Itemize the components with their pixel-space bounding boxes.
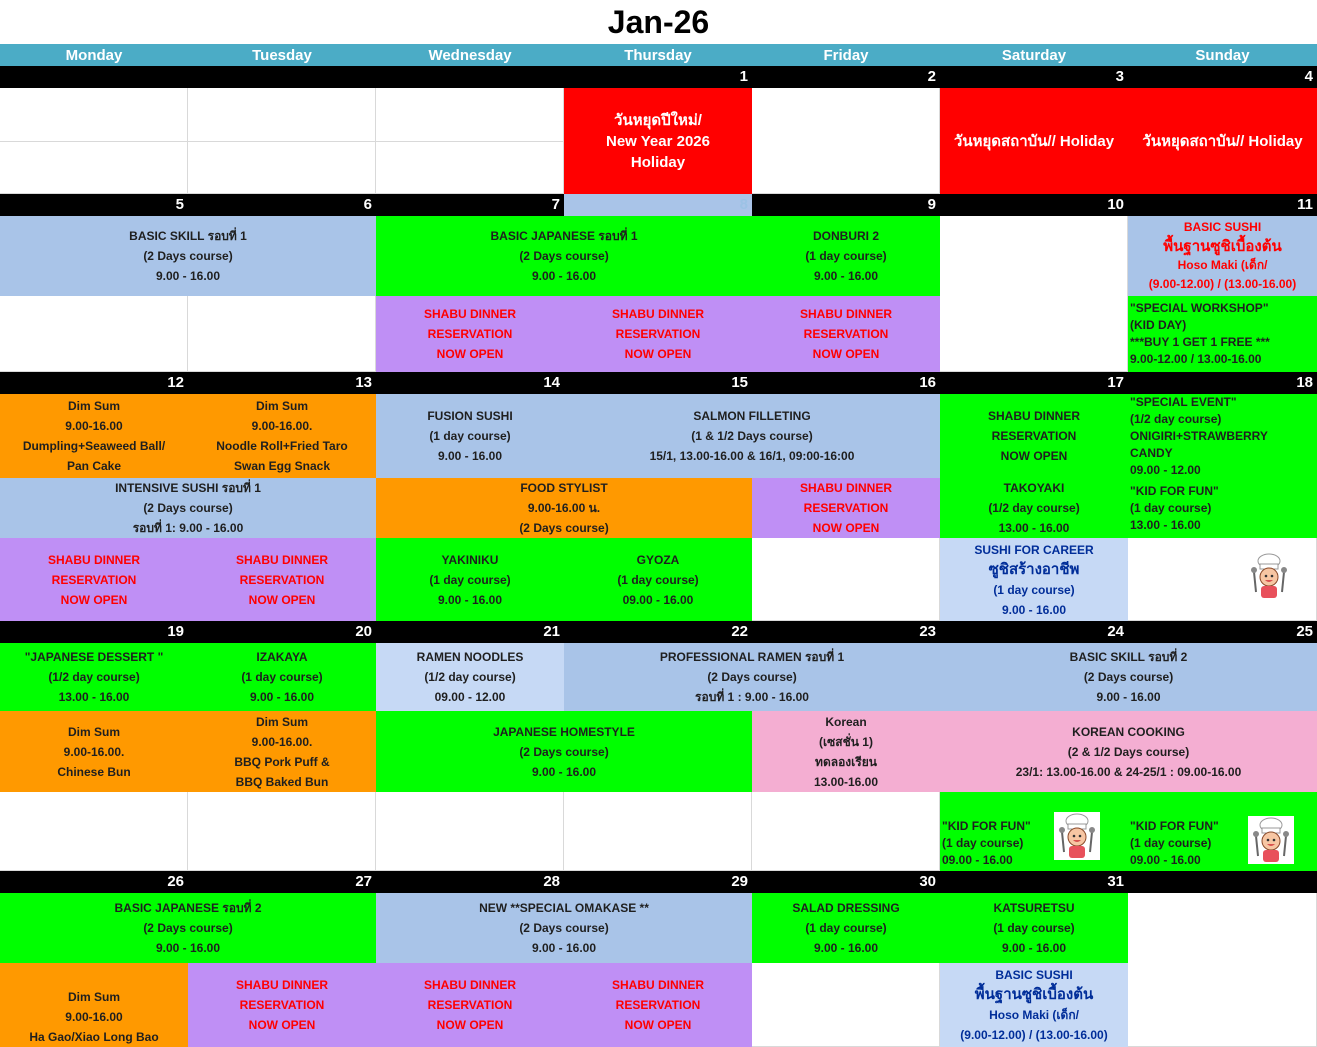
day-number: 24 [1107,623,1124,640]
event-line: (1 day course) [429,572,511,587]
event-line: รอบที่ 1 : 9.00 - 16.00 [695,690,809,704]
event-line: 9.00-16.00 [65,1010,123,1024]
day-number: 4 [1304,68,1313,85]
calendar-title: Jan-26 [607,3,710,40]
event-professional-ramen [564,643,940,711]
event-line: "SPECIAL WORKSHOP" [1130,301,1269,315]
event-shabu-dinner [376,296,564,372]
event-line: (1 day course) [241,670,323,684]
event-line: 9.00 - 16.00 [531,941,597,955]
event-katsuretsu [940,893,1128,963]
event-line: "KID FOR FUN" [942,819,1031,833]
event-basic-sushi [940,963,1128,1047]
event-line: NOW OPEN [60,592,128,607]
event-line: 23/1: 13.00-16.00 & 24-25/1 : 09.00-16.00 [1015,764,1242,779]
event-line: พื้นฐานซูชิเบื้องต้น [974,986,1094,1003]
event-line: ONIGIRI+STRAWBERRY [1130,428,1268,443]
event-line: (2 Days course) [707,670,797,684]
event-line: Ha Gao/Xiao Long Bao [29,1030,159,1044]
event-takoyaki [940,478,1128,538]
event-line: 9.00-16.00. [251,419,313,433]
event-line: RESERVATION [239,998,325,1012]
event-line: "KID FOR FUN" [1130,483,1219,498]
event-line: RESERVATION [615,998,701,1012]
weekday-header: Sunday [1128,44,1317,66]
event-line: RESERVATION [803,327,889,341]
event-line: 9.00 - 16.00 [1001,602,1067,617]
day-cell [752,88,940,194]
event-line: (1/2 day course) [988,501,1080,515]
event-line: (1 day course) [805,921,887,935]
event-line: NOW OPEN [812,521,880,535]
event-line: ***BUY 1 GET 1 FREE *** [1130,335,1270,349]
event-line: 9.00-12.00 / 13.00-16.00 [1130,352,1262,366]
event-line: BBQ Pork Puff & [234,754,330,769]
event-line: (2 Days course) [519,249,609,263]
event-line: NOW OPEN [1000,449,1068,463]
event-line: PROFESSIONAL RAMEN รอบที่ 1 [659,650,845,664]
day-cell [940,216,1128,372]
day-number: 7 [551,196,560,213]
event-line: ทดลองเรียน [815,754,877,769]
event-gyoza [564,538,752,621]
event-line: SALMON FILLETING [693,409,811,423]
event-special-event [1128,394,1317,478]
weekday-header: Saturday [940,44,1128,66]
event-line: (1 day course) [993,921,1075,935]
day-number: 2 [927,68,936,85]
event-line: DONBURI 2 [812,229,879,243]
event-line: RESERVATION [991,429,1077,443]
event-line: ซูชิสร้างอาชีพ [988,560,1080,578]
event-line: พื้นฐานซูชิเบื้องต้น [1163,238,1282,255]
event-line: (9.00-12.00) / (13.00-16.00) [1148,277,1297,291]
event-line: (1/2 day course) [424,670,516,684]
event-shabu-dinner [752,478,940,538]
event-food-stylist [376,478,752,538]
event-basic-sushi [1128,216,1317,296]
event-line: (เซสชั่น 1) [819,734,873,749]
event-basic-skill [0,216,376,296]
event-line: GYOZA [636,552,680,567]
event-line: RAMEN NOODLES [416,650,524,664]
event-shabu-dinner [564,296,752,372]
event-line: (1 day course) [1130,500,1212,515]
event-line: Dim Sum [255,399,308,413]
event-line: NOW OPEN [248,1018,316,1032]
day-number: 26 [167,873,184,890]
event-line: 09.00 - 16.00 [622,592,694,607]
event-line: 9.00 - 16.00 [1096,690,1161,704]
event-line: Hoso Maki (เด็ก/ [989,1008,1079,1022]
event-line: Dumpling+Seaweed Ball/ [22,439,166,453]
chef-icon [1246,552,1292,600]
event-line: NOW OPEN [624,347,692,361]
day-number: 6 [363,196,372,213]
event-shabu-dinner [564,963,752,1047]
event-line: 13.00 - 16.00 [58,690,130,704]
event-dim-sum [0,711,188,792]
event-line: 9.00 - 16.00 [249,690,315,704]
day-number: 18 [1296,374,1313,391]
event-line: 9.00-16.00. [63,744,125,759]
event-donburi [752,216,940,296]
event-line: RESERVATION [615,327,701,341]
event-line: "KID FOR FUN" [1130,819,1219,833]
event-line: IZAKAYA [256,650,308,664]
event-line: (2 Days course) [143,501,233,515]
event-line: Noodle Roll+Fried Taro [216,439,348,453]
event-line: 9.00-16.00 น. [527,501,601,515]
event-line: 9.00 - 16.00 [155,269,221,283]
event-line: SHABU DINNER [611,307,704,321]
event-line: RESERVATION [803,501,889,515]
day-number: 31 [1107,873,1124,890]
event-japanese-homestyle [376,711,752,792]
event-dim-sum [0,394,188,478]
event-shabu-dinner [188,538,376,621]
day-number: 11 [1297,196,1313,213]
event-line: (2 Days course) [519,521,609,535]
event-line: 9.00 - 16.00 [155,941,221,955]
event-basic-japanese [376,216,752,296]
chef-icon [1054,812,1100,860]
event-line: KATSURETSU [993,901,1075,915]
day-number: 21 [543,623,560,640]
event-line: BBQ Baked Bun [235,774,329,789]
event-line: SALAD DRESSING [792,901,900,915]
event-line: 9.00 - 16.00 [531,764,597,779]
event-line: (KID DAY) [1130,318,1187,332]
event-line: (9.00-12.00) / (13.00-16.00) [960,1028,1108,1042]
event-line: 9.00 - 16.00 [1001,941,1067,955]
event-line: SHABU DINNER [235,552,328,567]
event-line: (1 & 1/2 Days course) [691,429,813,443]
day-number: 14 [543,374,560,391]
event-line: 09.00 - 12.00 [434,690,506,704]
day-number: 19 [167,623,184,640]
event-shabu-dinner [188,963,376,1047]
event-line: BASIC JAPANESE รอบที่ 2 [114,901,262,915]
event-line: RESERVATION [427,998,513,1012]
event-line: KOREAN COOKING [1072,724,1185,739]
event-line: 09.00 - 12.00 [1130,462,1201,477]
grid-line [0,141,564,142]
chef-icon [1248,816,1294,864]
event-line: Hoso Maki (เด็ก/ [1177,258,1268,272]
event-line: Dim Sum [67,990,120,1004]
event-line: TAKOYAKI [1003,481,1065,495]
event-line: (2 & 1/2 Days course) [1067,744,1190,759]
event-line: วันหยุดสถาบัน// Holiday [1142,132,1303,150]
event-line: SHABU DINNER [423,978,516,992]
event-line: 09.00 - 16.00 [1130,853,1201,867]
event-kid-for-fun [1128,478,1317,538]
day-number: 16 [919,374,936,391]
event-line: (2 Days course) [143,921,233,935]
day-number: 1 [739,68,748,85]
event-line: Dim Sum [67,399,120,413]
event-line: (1/2 day course) [1130,411,1222,426]
event-line: RESERVATION [427,327,513,341]
event-line: FOOD STYLIST [520,481,608,495]
weekday-header: Tuesday [188,44,376,66]
day-number: 29 [731,873,748,890]
event-line: RESERVATION [51,572,137,587]
event-line: 13.00 - 16.00 [1130,517,1201,532]
event-line: (1 day course) [429,429,511,443]
day-number: 9 [927,196,936,213]
event-basic-skill [940,643,1317,711]
event-line: FUSION SUSHI [427,409,513,423]
event-line: วันหยุดปีใหม่/ [614,111,702,129]
day-number: 12 [167,374,184,391]
event-line: 9.00 - 16.00 [531,269,597,283]
event-holiday [940,88,1128,194]
event-yakiniku [376,538,564,621]
event-line: SHABU DINNER [423,307,516,321]
event-line: SHABU DINNER [235,978,328,992]
day-number: 15 [731,374,748,391]
event-line: "SPECIAL EVENT" [1130,394,1237,409]
event-line: SUSHI FOR CAREER [974,542,1094,557]
event-special-omakase [376,893,752,963]
day-number: 8 [564,194,752,216]
event-line: BASIC SKILL รอบที่ 2 [1069,650,1188,664]
event-salmon-filleting [564,394,940,478]
event-dim-sum [0,963,188,1047]
day-number: 28 [543,873,560,890]
event-korean-cooking [940,711,1317,792]
weekday-header: Monday [0,44,188,66]
event-new-year-holiday [564,88,752,194]
event-line: BASIC JAPANESE รอบที่ 1 [490,229,638,243]
event-line: 9.00 - 16.00 [813,269,879,283]
event-line: (1 day course) [1130,836,1212,850]
event-shabu [940,394,1128,478]
event-line: (2 Days course) [1083,670,1174,684]
event-line: New Year 2026 [606,132,710,150]
event-line: NOW OPEN [436,1018,504,1032]
day-number: 23 [919,623,936,640]
day-number: 27 [355,873,372,890]
event-line: RESERVATION [239,572,325,587]
event-line: NOW OPEN [248,592,316,607]
event-line: Dim Sum [255,714,308,729]
event-dim-sum [188,394,376,478]
day-number: 3 [1115,68,1124,85]
event-line: "JAPANESE DESSERT " [24,650,164,664]
event-basic-japanese [0,893,376,963]
event-korean-trial [752,711,940,792]
event-line: NOW OPEN [436,347,504,361]
event-shabu-dinner [0,538,188,621]
day-number: 13 [355,374,372,391]
event-line: 9.00-16.00 [65,419,123,433]
weekday-header: Wednesday [376,44,564,66]
event-line: 9.00-16.00. [251,734,313,749]
event-line: (1 day course) [805,249,887,263]
event-line: BASIC SUSHI [995,968,1073,982]
event-line: 13.00 - 16.00 [998,521,1070,535]
event-salad-dressing [752,893,940,963]
event-line: (2 Days course) [519,921,609,935]
event-special-workshop [1128,296,1317,372]
event-line: YAKINIKU [441,552,499,567]
day-cell [1128,893,1317,1047]
event-line: JAPANESE HOMESTYLE [493,724,635,739]
day-number: 20 [355,623,372,640]
event-line: CANDY [1130,445,1173,460]
event-line: Dim Sum [67,724,120,739]
event-line: Holiday [630,153,686,171]
event-intensive-sushi [0,478,376,538]
event-japanese-dessert [0,643,188,711]
event-line: NOW OPEN [812,347,880,361]
event-dim-sum [188,711,376,792]
event-line: Swan Egg Snack [233,459,331,473]
event-line: SHABU DINNER [611,978,704,992]
event-line: NOW OPEN [624,1018,692,1032]
event-line: (1 day course) [993,582,1075,597]
event-holiday [1128,88,1317,194]
event-izakaya [188,643,376,711]
event-line: (1/2 day course) [48,670,140,684]
day-number: 10 [1107,196,1124,213]
weekday-header: Friday [752,44,940,66]
event-line: BASIC SKILL รอบที่ 1 [129,229,247,243]
event-line: 13.00-16.00 [813,774,879,789]
event-line: Pan Cake [66,459,122,473]
event-line: (2 Days course) [143,249,233,263]
event-sushi-for-career [940,538,1128,621]
event-line: วันหยุดสถาบัน// Holiday [953,132,1115,150]
day-number: 17 [1107,374,1124,391]
event-line: Chinese Bun [57,764,131,779]
event-line: Korean [825,714,867,729]
event-line: 09.00 - 16.00 [942,853,1013,867]
event-line: SHABU DINNER [987,409,1080,423]
event-line: SHABU DINNER [47,552,140,567]
day-number: 25 [1296,623,1313,640]
event-line: INTENSIVE SUSHI รอบที่ 1 [115,481,261,495]
event-line: (1 day course) [942,836,1024,850]
event-shabu-dinner [376,963,564,1047]
event-line: รอบที่ 1: 9.00 - 16.00 [132,521,244,535]
weekday-header: Thursday [564,44,752,66]
event-line: 9.00 - 16.00 [437,592,503,607]
event-line: 15/1, 13.00-16.00 & 16/1, 09:00-16:00 [649,449,855,463]
event-line: 9.00 - 16.00 [437,449,503,463]
event-line: (1 day course) [617,572,699,587]
event-line: NEW **SPECIAL OMAKASE ** [479,901,649,915]
event-line: SHABU DINNER [799,481,892,495]
day-number: 5 [175,196,184,213]
event-line: BASIC SUSHI [1183,220,1262,234]
event-line: SHABU DINNER [799,307,892,321]
day-number: 22 [731,623,748,640]
event-fusion-sushi [376,394,564,478]
event-shabu-dinner [752,296,940,372]
event-ramen-noodles [376,643,564,711]
day-number: 30 [919,873,936,890]
event-line: (2 Days course) [519,744,609,759]
event-line: 9.00 - 16.00 [813,941,879,955]
